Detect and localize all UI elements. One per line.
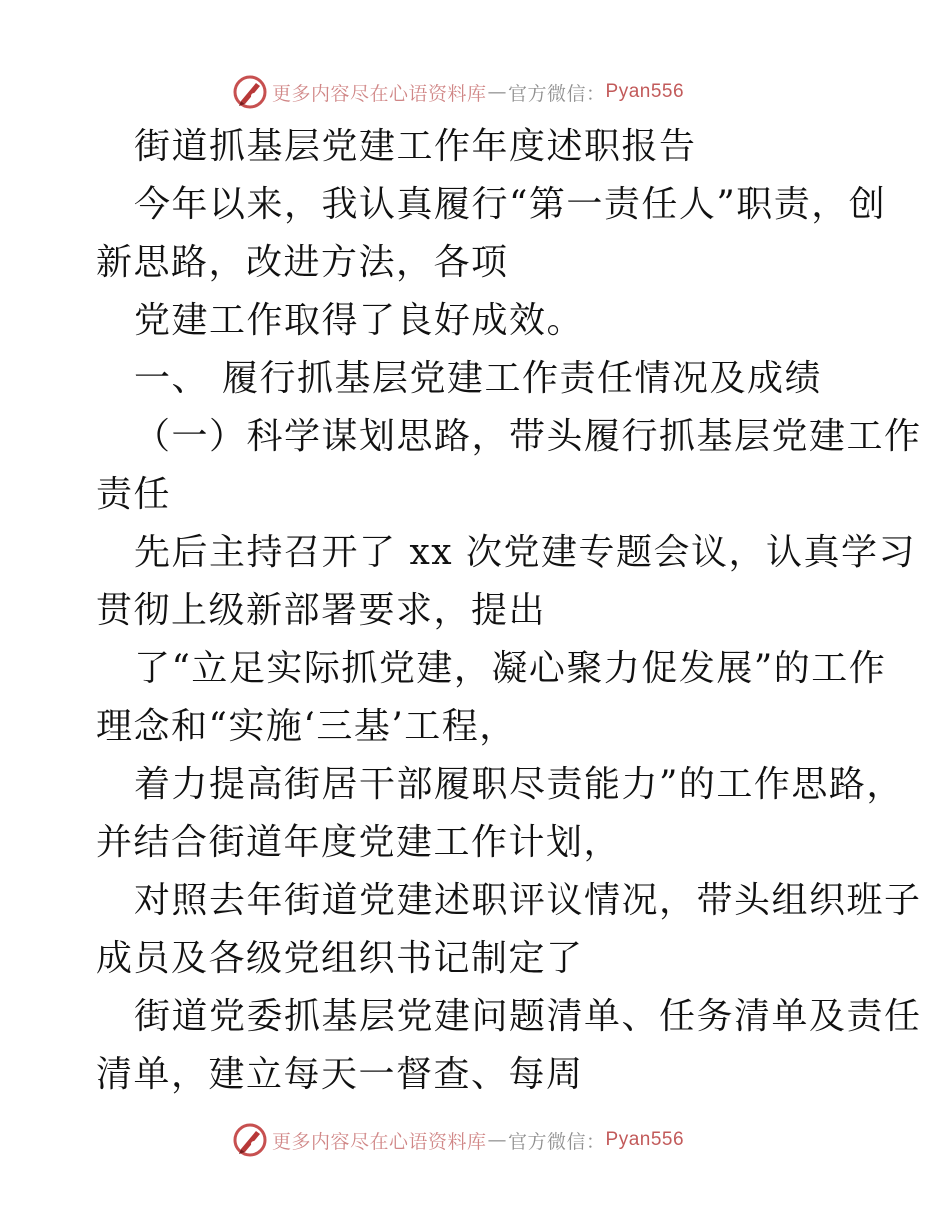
- subsection-heading: （一）科学谋划思路，带头履行抓基层党建工作: [134, 416, 922, 457]
- text-line: 了“立足实际抓党建，凝心聚力促发展”的工作: [134, 648, 887, 689]
- text-line: 贯彻上级新部署要求，提出: [96, 590, 547, 631]
- pen-logo-icon: [232, 74, 268, 110]
- watermark-official-label: 官方微信：: [508, 1130, 606, 1153]
- text-line: 党建工作取得了良好成效。: [134, 300, 585, 341]
- text-line: 今年以来，我认真履行“第一责任人”职责，创: [134, 184, 887, 225]
- watermark-separator: —: [487, 81, 508, 103]
- pen-logo-icon: [232, 1122, 268, 1158]
- watermark-official-label: 官方微信：: [508, 82, 606, 105]
- footer-watermark: [232, 1120, 752, 1160]
- watermark-wechat-id: Pyan556: [605, 1129, 685, 1150]
- watermark-wechat-id: Pyan556: [605, 81, 685, 102]
- text-line: 并结合街道年度党建工作计划，: [96, 822, 622, 863]
- watermark-separator: —: [487, 1129, 508, 1151]
- watermark-main-text: 更多内容尽在心语资料库: [272, 82, 487, 105]
- text-line: 先后主持召开了 xx 次党建专题会议，认真学习: [134, 532, 916, 573]
- header-watermark: [232, 72, 752, 112]
- document-title: 街道抓基层党建工作年度述职报告: [134, 126, 697, 167]
- text-line: 清单，建立每天一督查、每周: [96, 1054, 584, 1095]
- text-line: 街道党委抓基层党建问题清单、任务清单及责任: [134, 996, 922, 1037]
- text-line: 着力提高街居干部履职尽责能力”的工作思路，: [134, 764, 904, 805]
- text-line: 理念和“实施‘三基’工程，: [96, 706, 517, 747]
- document-body: [96, 118, 922, 1104]
- watermark-main-text: 更多内容尽在心语资料库: [272, 1130, 487, 1153]
- text-line: 新思路，改进方法，各项: [96, 242, 509, 283]
- text-line: 成员及各级党组织书记制定了: [96, 938, 584, 979]
- text-line: 责任: [96, 474, 172, 515]
- text-line: 对照去年街道党建述职评议情况，带头组织班子: [134, 880, 922, 921]
- section-heading: 一、 履行抓基层党建工作责任情况及成绩: [134, 358, 822, 399]
